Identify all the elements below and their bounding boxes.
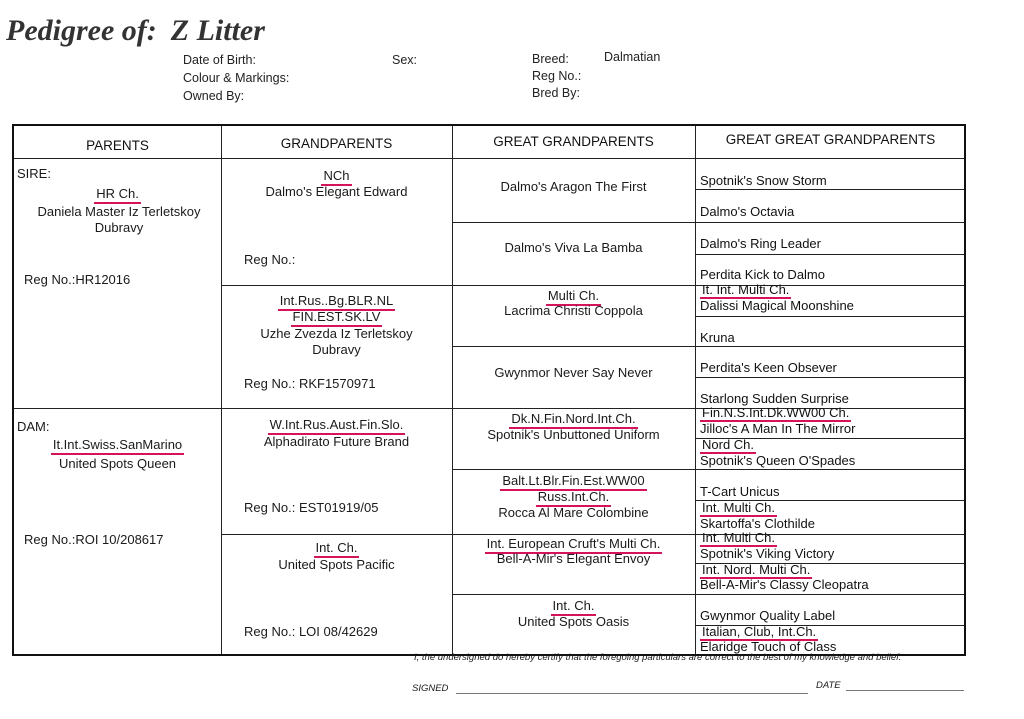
row-divider (221, 408, 452, 409)
row-divider (452, 594, 695, 595)
grandparent-3-title (221, 417, 452, 435)
col-divider (221, 126, 222, 654)
dam-reg (24, 532, 164, 548)
column-header-parents: PARENTS (86, 138, 149, 153)
great-grandparent-1-name: Dalmo's Aragon The First (500, 179, 647, 194)
great-grandparent-title-text: Int. Ch. (551, 598, 597, 616)
col-divider (695, 126, 696, 654)
grandparent-reg-label: Reg No.: (244, 376, 296, 391)
dam-label: DAM: (17, 419, 50, 434)
row-divider (452, 534, 695, 535)
row-divider (452, 222, 695, 223)
breed-label: Breed: (532, 52, 569, 66)
grandparent-1-reg (244, 252, 295, 268)
grandparent-title-text: Int.Rus..Bg.BLR.NL (278, 293, 395, 311)
great-grandparent-title-text: Multi Ch. (546, 288, 601, 306)
sire-reg-value: HR12016 (75, 272, 131, 287)
breed-value: Dalmatian (604, 50, 661, 64)
litter-name: Z Litter (170, 14, 265, 47)
gg-grandparent-15: Gwynmor Quality Label (700, 608, 836, 623)
gg-grandparent-9: Jilloc's A Man In The Mirror (700, 421, 856, 436)
gg-grandparent-12-title (700, 500, 777, 517)
gg-grandparent-10: Spotnik's Queen O'Spades (700, 453, 856, 468)
gg-grandparent-2: Dalmo's Octavia (700, 204, 795, 219)
great-grandparent-4-name: Gwynmor Never Say Never (494, 365, 653, 380)
gg-grandparent-14: Bell-A-Mir's Classy Cleopatra (700, 577, 869, 592)
gg-grandparent-5: Dalissi Magical Moonshine (700, 298, 854, 313)
gg-grandparent-4: Perdita Kick to Dalmo (700, 267, 825, 282)
grandparent-reg-label: Reg No.: (244, 500, 296, 515)
grandparent-title2-text: FIN.EST.SK.LV (291, 309, 383, 327)
gg-title-text: It. Int. Multi Ch. (702, 282, 790, 297)
great-grandparent-5-name: Spotnik's Unbuttoned Uniform (487, 427, 660, 442)
row-divider (695, 222, 964, 223)
gg-grandparent-11: T-Cart Unicus (700, 484, 780, 499)
certification-statement: I, the undersigned do hereby certify that the foregoing particulars are correct to the best of my knowledge and belief. (414, 652, 902, 663)
column-header-great-great-grandparents: GREAT GREAT GRANDPARENTS (725, 132, 936, 147)
great-grandparent-6-name: Rocca Al Mare Colombine (498, 505, 649, 520)
bred-by-label: Bred By: (532, 86, 580, 100)
gg-grandparent-1: Spotnik's Snow Storm (700, 173, 827, 188)
grandparent-4-title (221, 540, 452, 558)
grandparent-4-name: United Spots Pacific (278, 557, 395, 572)
great-grandparent-title-text: Int. European Cruft's Multi Ch. (485, 536, 663, 554)
signed-label: SIGNED (412, 683, 449, 694)
dam-reg-label: Reg No.: (24, 532, 76, 547)
grandparent-title-text: Int. Ch. (314, 540, 360, 558)
row-divider (452, 346, 695, 347)
gg-grandparent-13-title (700, 530, 777, 547)
gg-title-text: Int. Multi Ch. (702, 500, 775, 515)
gg-grandparent-16: Elaridge Touch of Class (700, 639, 837, 654)
column-header-grandparents: GRANDPARENTS (280, 136, 393, 151)
sire-name: Daniela Master Iz Terletskoy Dubravy (37, 204, 201, 235)
row-divider (695, 189, 964, 190)
row-divider (221, 534, 452, 535)
date-of-birth-label: Date of Birth: (183, 53, 256, 67)
date-label: DATE (816, 680, 841, 691)
grandparent-4-reg (244, 624, 378, 640)
pedigree-table (12, 124, 966, 656)
grandparent-reg-value: LOI 08/42629 (298, 624, 378, 639)
dam-reg-value: ROI 10/208617 (75, 532, 164, 547)
gg-title-text: Int. Multi Ch. (702, 530, 775, 545)
row-divider (695, 316, 964, 317)
grandparent-reg-value: RKF1570971 (298, 376, 376, 391)
grandparent-title-text: NCh (321, 168, 351, 186)
gg-grandparent-6: Kruna (700, 330, 735, 345)
dam-title-text: It.Int.Swiss.SanMarino (51, 437, 184, 455)
grandparent-3-reg (244, 500, 378, 516)
great-grandparent-title2-text: Russ.Int.Ch. (536, 489, 612, 507)
dam-name: United Spots Queen (58, 456, 177, 471)
great-grandparent-title-text: Dk.N.Fin.Nord.Int.Ch. (509, 411, 637, 429)
grandparent-reg-label: Reg No.: (244, 252, 296, 267)
gg-title-text: Nord Ch. (702, 437, 755, 452)
gg-grandparent-9-title (700, 405, 851, 422)
great-grandparent-3-name: Lacrima Christi Coppola (504, 303, 643, 318)
sire-reg-label: Reg No.: (24, 272, 76, 287)
sire-title (14, 186, 221, 204)
colour-label: Colour & Markings: (183, 71, 290, 85)
sire-title-text: HR Ch. (94, 186, 141, 204)
sex-label: Sex: (392, 53, 418, 67)
row-divider (695, 377, 964, 378)
great-grandparent-8-name: United Spots Oasis (517, 614, 630, 629)
owned-by-label: Owned By: (183, 89, 245, 103)
row-divider (221, 285, 452, 286)
grandparent-3-name: Alphadirato Future Brand (263, 434, 410, 449)
column-header-great-grandparents: GREAT GRANDPARENTS (493, 134, 654, 149)
grandparent-1-name: Dalmo's Elegant Edward (265, 184, 408, 199)
row-divider (14, 408, 221, 409)
sire-reg (24, 272, 130, 288)
header-divider (14, 158, 964, 159)
row-divider (452, 408, 695, 409)
gg-grandparent-8: Starlong Sudden Surprise (700, 391, 849, 406)
row-divider (452, 469, 695, 470)
signature-line (456, 693, 808, 694)
grandparent-title-text: W.Int.Rus.Aust.Fin.Slo. (268, 417, 406, 435)
dam-title (14, 437, 221, 455)
gg-grandparent-5-title (700, 282, 791, 299)
sire-label: SIRE: (17, 166, 51, 181)
row-divider (695, 594, 964, 595)
grandparent-reg-label: Reg No.: (244, 624, 296, 639)
grandparent-reg-value: EST01919/05 (298, 500, 379, 515)
grandparent-2-reg (244, 376, 376, 392)
grandparent-2-title2 (221, 309, 452, 327)
gg-title-text: Fin.N.S.Int.Dk.WW00 Ch. (702, 405, 850, 420)
row-divider (695, 346, 964, 347)
gg-grandparent-10-title (700, 437, 756, 454)
pedigree-title (6, 14, 265, 48)
col-divider (452, 126, 453, 654)
gg-grandparent-12: Skartoffa's Clothilde (700, 516, 815, 531)
gg-title-text: Italian, Club, Int.Ch. (702, 624, 817, 639)
great-grandparent-7-name: Bell-A-Mir's Elegant Envoy (496, 551, 651, 566)
grandparent-2-name: Uzhe Zvezda Iz Terletskoy Dubravy (260, 326, 413, 357)
great-grandparent-title-text: Balt.Lt.Blr.Fin.Est.WW00 (500, 473, 646, 491)
title-prefix: Pedigree of: (6, 14, 157, 47)
row-divider (695, 254, 964, 255)
gg-grandparent-3: Dalmo's Ring Leader (700, 236, 821, 251)
gg-grandparent-7: Perdita's Keen Obsever (700, 360, 837, 375)
gg-title-text: Int. Nord. Multi Ch. (702, 562, 811, 577)
reg-no-label: Reg No.: (532, 69, 582, 83)
row-divider (695, 469, 964, 470)
row-divider (452, 285, 695, 286)
great-grandparent-2-name: Dalmo's Viva La Bamba (504, 240, 643, 255)
gg-grandparent-13: Spotnik's Viking Victory (700, 546, 835, 561)
date-line (846, 690, 964, 691)
